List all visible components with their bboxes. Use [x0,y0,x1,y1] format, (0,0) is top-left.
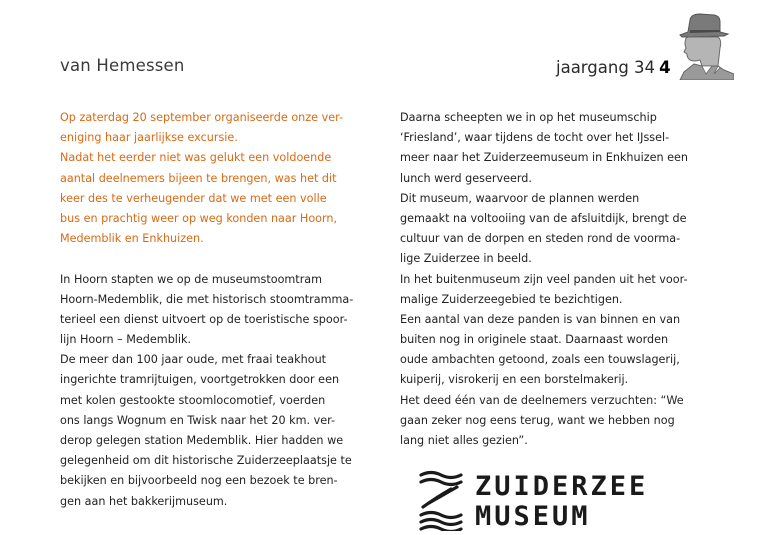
text-line: aantal deelnemers bijeen te brengen, was het dit [60,171,337,185]
text-line: eniging haar jaarlijkse excursie. [60,131,238,145]
text-line: lige Zuiderzee in beeld. [400,252,532,266]
text-line: keer des te verheugender dat we met een volle [60,191,327,205]
text-line: Het deed één van de deelnemers verzuchten: “We [400,393,684,407]
text-line: Medemblik en Enkhuizen. [60,232,204,246]
text-line: bus en prachtig weer op weg konden naar Hoorn, [60,211,338,225]
text-line: oude ambachten getoond, zoals een touwslagerij, [400,353,680,367]
text-line: meer naar het Zuiderzeemuseum in Enkhuizen een [400,151,688,165]
text-line: lijn Hoorn – Medemblik. [60,333,192,347]
text-line: De meer dan 100 jaar oude, met fraai teakhout [60,353,327,367]
intro-paragraph [60,108,372,249]
text-line: Daarna scheepten we in op het museumschip [400,111,657,124]
text-line: met kolen gestookte stoomlocomotief, voerden [60,393,326,407]
text-line: In Hoorn stapten we op de museumstoomtram [60,272,323,286]
left-body-paragraph [60,270,372,512]
text-line: In het buitenmuseum zijn veel panden uit het voor- [400,272,688,286]
text-line: gaan zeker nog eens terug, want we hebben nog [400,413,675,427]
text-line: gelegenheid om dit historische Zuiderzeeplaatsje te [60,454,352,468]
text-line: bekijken en bijvoorbeeld nog een bezoek te bren- [60,474,338,488]
man-with-hat-silhouette-icon [674,8,734,80]
text-line: ons langs Wognum en Twisk naar het 20 km. ver- [60,413,336,427]
text-line: Hoorn-Medemblik, die met historisch stoomtramma- [60,292,354,306]
text-line: Een aantal van deze panden is van binnen en van [400,312,681,326]
text-line: lang niet alles gezien”. [400,434,528,447]
text-line: ingerichte tramrijtuigen, voortgetrokken door een [60,373,340,387]
text-line: Op zaterdag 20 september organiseerde onze ver- [60,111,344,124]
text-line: ‘Friesland’, waar tijdens de tocht over het IJssel- [400,131,670,145]
text-line: gemaakt na voltooiing van de afsluitdijk, brengt de [400,211,687,225]
zuiderzeemuseum-logo [415,465,665,533]
logo-text-line2: MUSEUM [475,501,591,532]
text-line: cultuur van de dorpen en steden rond de voorma- [400,232,681,246]
text-line: terieel een dienst uitvoert op de toeristische spoor- [60,312,348,326]
volume-label: jaargang 34 [556,58,656,77]
volume-header [556,58,671,77]
text-line: malige Zuiderzeegebied te bezichtigen. [400,292,623,306]
text-line: kuiperij, visrokerij en een borstelmakerij. [400,373,629,387]
author-name: van Hemessen [60,56,185,75]
left-column [60,108,372,512]
right-column [400,108,712,451]
page-number: 4 [659,58,671,77]
text-line: buiten nog in originele staat. Daarnaast worden [400,333,669,347]
text-line: gen aan het bakkerijmuseum. [60,494,228,508]
wave-z-logo-icon [417,467,467,531]
text-line: derop gelegen station Medemblik. Hier hadden we [60,434,344,447]
logo-text-line1: ZUIDERZEE [475,471,649,502]
text-line: Dit museum, waarvoor de plannen werden [400,191,640,205]
paragraph-gap [60,249,372,269]
text-line: Nadat het eerder niet was gelukt een voldoende [60,151,332,165]
text-line: lunch werd geserveerd. [400,171,532,185]
